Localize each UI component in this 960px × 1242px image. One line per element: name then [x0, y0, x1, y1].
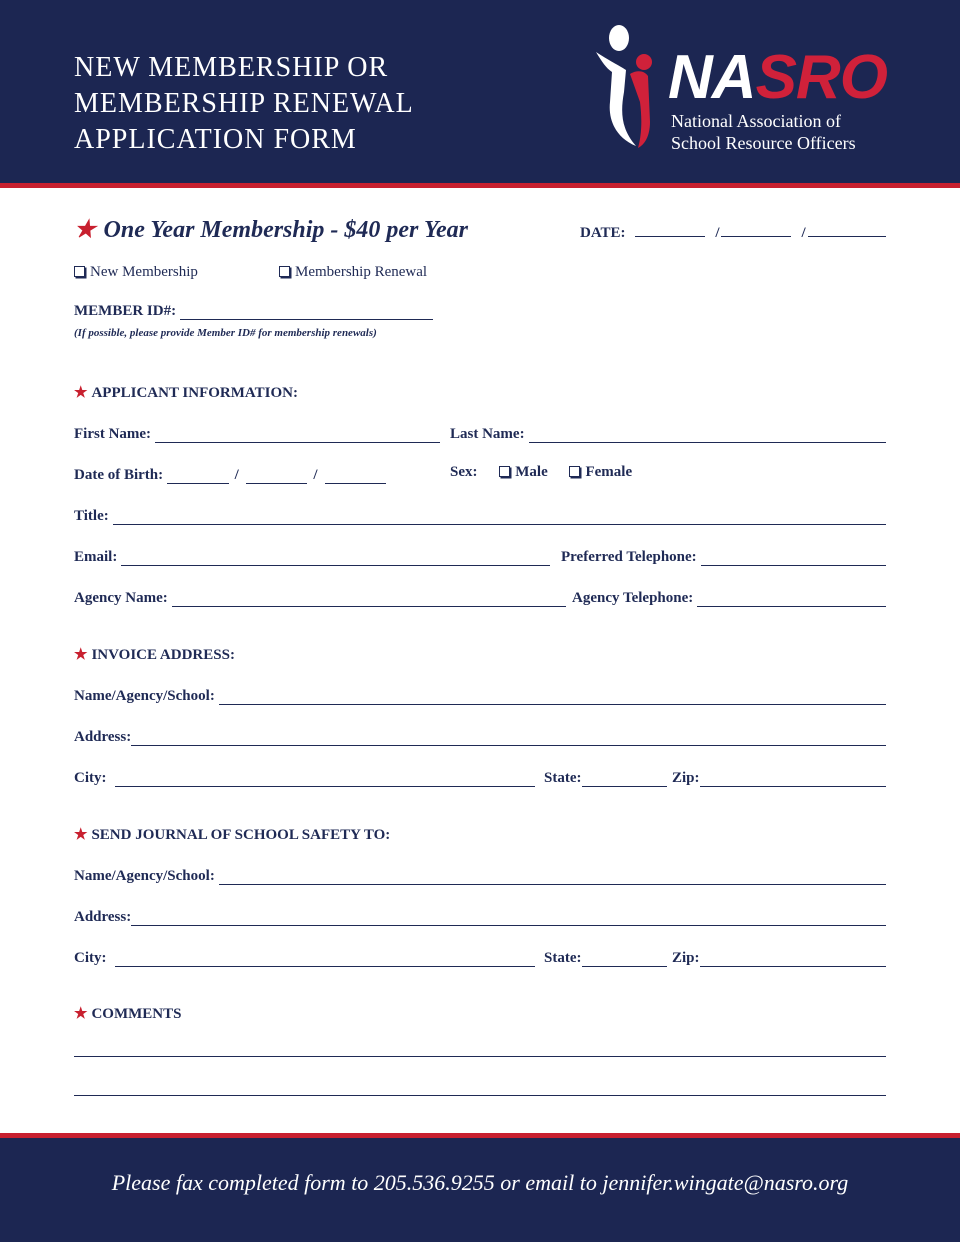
journal-address-field: [74, 906, 886, 926]
membership-renewal-option[interactable]: [279, 264, 427, 281]
date-of-birth-field: [74, 464, 386, 484]
invoice-state-field: [544, 767, 667, 787]
email-input[interactable]: [121, 552, 550, 566]
membership-offer-title: [74, 215, 468, 244]
checkbox-icon[interactable]: [279, 266, 290, 277]
comments-heading-text: COMMENTS: [91, 1006, 182, 1022]
date-year-input[interactable]: [808, 222, 886, 237]
email-field: [74, 546, 550, 566]
sex-field: [450, 464, 632, 481]
date-field: [580, 222, 886, 242]
invoice-city-input[interactable]: [115, 773, 536, 787]
journal-name-field: [74, 865, 886, 885]
logo-tagline-1: National Association of: [671, 111, 841, 131]
form-title-line-2: MEMBERSHIP RENEWAL: [74, 88, 414, 119]
last-name-field: [450, 423, 886, 443]
star-icon: ★: [74, 1006, 88, 1022]
journal-city-input[interactable]: [115, 953, 536, 967]
comments-heading: [74, 1004, 181, 1023]
applicant-info-heading: [74, 383, 298, 402]
star-icon: ★: [74, 827, 88, 843]
footer-instructions: Please fax completed form to 205.536.9255 or email to jennifer.wingate@nasro.org: [111, 1170, 849, 1195]
member-id-label: MEMBER ID#:: [74, 303, 177, 319]
journal-zip-label: Zip:: [672, 950, 700, 966]
male-label: Male: [515, 464, 548, 480]
dob-year-input[interactable]: [325, 470, 387, 484]
date-separator: /: [801, 225, 806, 241]
preferred-telephone-field: [561, 546, 886, 566]
female-label: Female: [585, 464, 633, 480]
last-name-input[interactable]: [529, 429, 886, 443]
journal-zip-input[interactable]: [700, 953, 886, 967]
invoice-state-label: State:: [544, 770, 582, 786]
agency-name-label: Agency Name:: [74, 590, 168, 606]
checkbox-icon[interactable]: [499, 466, 510, 477]
first-name-label: First Name:: [74, 426, 152, 442]
invoice-city-field: [74, 767, 535, 787]
dob-separator: /: [234, 467, 239, 483]
logo-tagline-2: School Resource Officers: [671, 133, 856, 153]
journal-state-input[interactable]: [582, 953, 668, 967]
form-title-line-1: NEW MEMBERSHIP OR: [74, 52, 389, 83]
dob-day-input[interactable]: [246, 470, 308, 484]
nasro-logo: [592, 22, 912, 162]
agency-name-input[interactable]: [172, 593, 566, 607]
first-name-field: [74, 423, 440, 443]
dob-separator: /: [313, 467, 318, 483]
member-id-input[interactable]: [180, 306, 433, 320]
journal-address-input[interactable]: [131, 912, 886, 926]
sex-female-option[interactable]: [569, 464, 632, 480]
agency-telephone-input[interactable]: [697, 593, 886, 607]
sex-label: Sex:: [450, 464, 478, 480]
invoice-zip-input[interactable]: [700, 773, 886, 787]
new-membership-label: New Membership: [90, 264, 198, 280]
star-icon: ★: [74, 217, 96, 243]
journal-city-label: City:: [74, 950, 107, 966]
journal-city-field: [74, 947, 535, 967]
member-id-field: [74, 300, 433, 320]
applicant-info-heading-text: APPLICANT INFORMATION:: [91, 385, 298, 401]
agency-telephone-label: Agency Telephone:: [572, 590, 694, 606]
title-input[interactable]: [113, 511, 886, 525]
logo-sro: SRO: [755, 43, 887, 112]
agency-name-field: [74, 587, 566, 607]
date-label: DATE:: [580, 225, 626, 241]
star-icon: ★: [74, 385, 88, 401]
comments-line-2[interactable]: [74, 1095, 886, 1096]
star-icon: ★: [74, 647, 88, 663]
email-label: Email:: [74, 549, 118, 565]
invoice-address-input[interactable]: [131, 732, 886, 746]
form-title: [74, 50, 414, 158]
comments-line-1[interactable]: [74, 1056, 886, 1057]
invoice-zip-field: [672, 767, 886, 787]
invoice-name-label: Name/Agency/School:: [74, 688, 215, 704]
date-separator: /: [715, 225, 720, 241]
checkbox-icon[interactable]: [569, 466, 580, 477]
last-name-label: Last Name:: [450, 426, 525, 442]
date-day-input[interactable]: [721, 222, 791, 237]
date-of-birth-label: Date of Birth:: [74, 467, 164, 483]
preferred-telephone-input[interactable]: [701, 552, 886, 566]
journal-name-input[interactable]: [219, 871, 886, 885]
invoice-state-input[interactable]: [582, 773, 668, 787]
membership-offer-text: One Year Membership - $40 per Year: [103, 217, 468, 243]
checkbox-icon[interactable]: [74, 266, 85, 277]
agency-telephone-field: [572, 587, 886, 607]
journal-heading: [74, 825, 390, 844]
journal-state-field: [544, 947, 667, 967]
date-month-input[interactable]: [635, 222, 705, 237]
invoice-address-heading-text: INVOICE ADDRESS:: [91, 647, 235, 663]
invoice-address-heading: [74, 645, 235, 664]
journal-heading-text: SEND JOURNAL OF SCHOOL SAFETY TO:: [91, 827, 391, 843]
logo-na: NA: [668, 43, 756, 112]
member-id-note: (If possible, please provide Member ID# for membership renewals): [74, 327, 377, 339]
header-red-rule: [0, 183, 960, 188]
journal-address-label: Address:: [74, 909, 132, 925]
title-label: Title:: [74, 508, 109, 524]
invoice-address-field: [74, 726, 886, 746]
journal-state-label: State:: [544, 950, 582, 966]
title-field: [74, 505, 886, 525]
invoice-city-label: City:: [74, 770, 107, 786]
invoice-zip-label: Zip:: [672, 770, 700, 786]
new-membership-option[interactable]: [74, 264, 198, 281]
journal-name-label: Name/Agency/School:: [74, 868, 215, 884]
invoice-address-label: Address:: [74, 729, 132, 745]
form-title-line-3: APPLICATION FORM: [74, 124, 357, 155]
preferred-telephone-label: Preferred Telephone:: [561, 549, 697, 565]
journal-zip-field: [672, 947, 886, 967]
dob-month-input[interactable]: [167, 470, 229, 484]
logo-tagline: [671, 110, 856, 154]
first-name-input[interactable]: [155, 429, 440, 443]
invoice-name-input[interactable]: [219, 691, 886, 705]
membership-renewal-label: Membership Renewal: [295, 264, 428, 280]
sex-male-option[interactable]: [499, 464, 547, 480]
logo-wordmark: [668, 43, 887, 112]
invoice-name-field: [74, 685, 886, 705]
raised-hand-figure-icon: [592, 22, 670, 152]
